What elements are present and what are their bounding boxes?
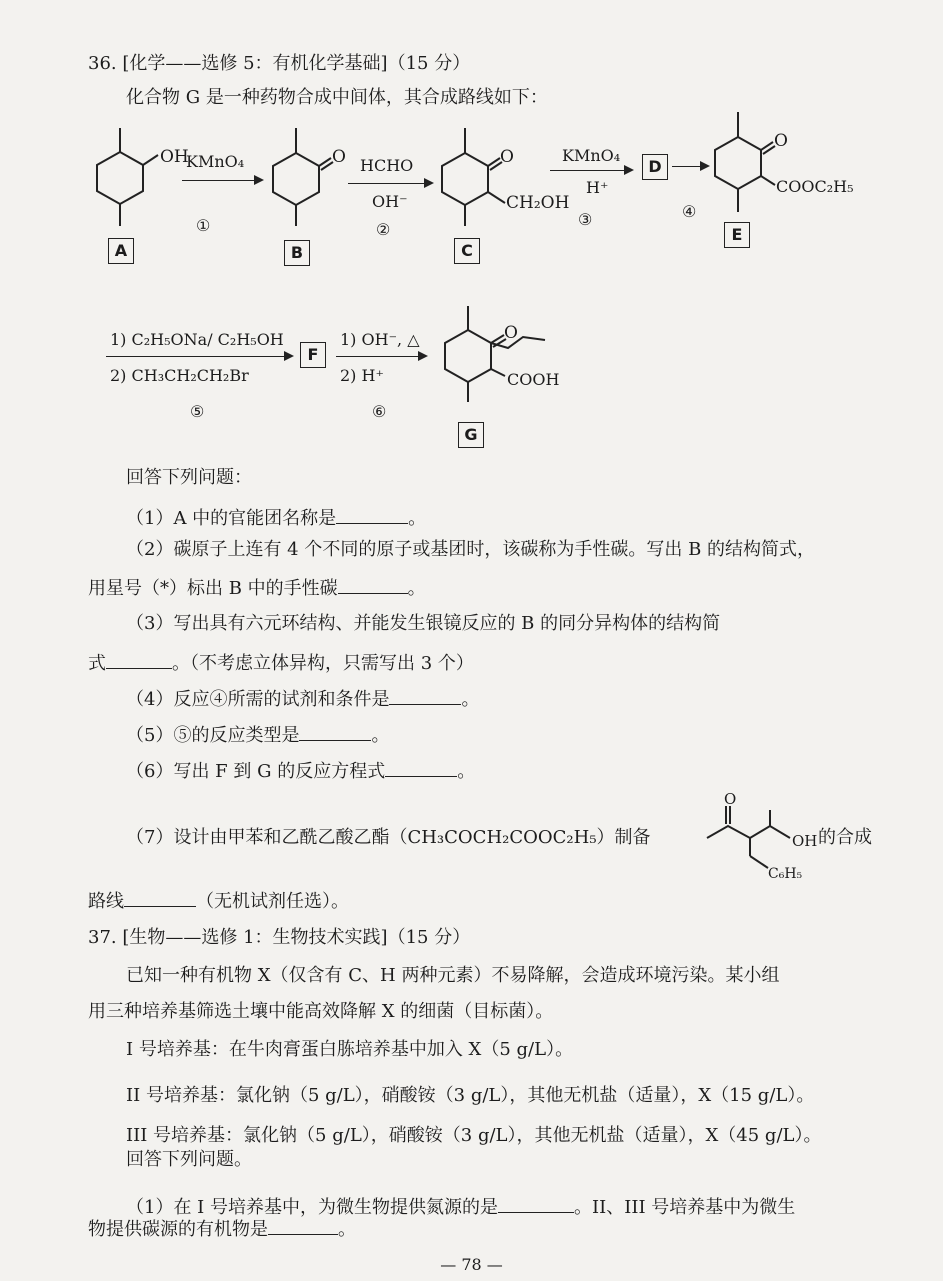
q37-header: 37. [生物——选修 1：生物技术实践]（15 分） [88,927,471,948]
answer-blank-7[interactable] [124,888,196,907]
q36-part7-line1: （7）设计由甲苯和乙酰乙酸乙酯（CH₃COCH₂COOC₂H₅）制备 [126,827,651,848]
g-o-text: O [504,323,518,343]
q36-intro: 化合物 G 是一种药物合成中间体，其合成路线如下： [126,87,548,108]
step3-number: ③ [578,210,593,229]
step6-line1: 1) OH⁻, △ [340,330,420,349]
q37-medium2: II 号培养基：氯化钠（5 g/L），硝酸铵（3 g/L），其他无机盐（适量），X（15 g/L）。 [126,1085,815,1106]
q36-part7-tail: 的合成 [818,827,872,848]
step1-number: ① [196,216,211,235]
step2-number: ② [376,220,391,239]
step6-line2: 2) H⁺ [340,366,384,385]
q36-part3-line1: （3）写出具有六元环结构、并能发生银镜反应的 B 的同分异构体的结构简 [126,613,721,634]
step3-arrow [550,170,632,171]
step4-number: ④ [682,202,697,221]
step3-reagent: KMnO₄ [562,146,621,165]
step3-condition: H⁺ [586,178,609,197]
step2-arrow [348,183,432,184]
answer-blank-3[interactable] [106,650,172,669]
answer-blank-6[interactable] [385,758,457,777]
q36-part3-line2: 式 。（不考虑立体异构，只需写出 3 个） [88,650,474,676]
step5-line2: 2) CH₃CH₂CH₂Br [110,366,249,385]
step5-arrow [106,356,292,357]
step2-condition: OH⁻ [372,192,408,211]
label-e: E [724,222,750,248]
q36-part7-line2: 路线 （无机试剂任选）。 [88,888,349,914]
q37-medium3: III 号培养基：氯化钠（5 g/L），硝酸铵（3 g/L），其他无机盐（适量），X（45 g/L）。 [126,1125,822,1146]
q36-part4: （4）反应④所需的试剂和条件是 。 [126,686,479,712]
step2-reagent: HCHO [360,156,414,175]
q37-prompt: 回答下列问题。 [126,1149,252,1170]
page-number: — 78 — [440,1255,503,1274]
label-b: B [284,240,310,266]
step6-number: ⑥ [372,402,387,421]
step4-arrow [672,166,708,167]
label-d: D [642,154,668,180]
q36-part5: （5）⑤的反应类型是 。 [126,722,389,748]
answer-blank-4[interactable] [389,686,461,705]
q36-prompt: 回答下列问题： [126,467,252,488]
g-cooh-text: COOH [507,370,560,389]
q37-part1-line2: 物提供碳源的有机物是 。 [88,1216,356,1242]
q37-line2: 用三种培养基筛选土壤中能高效降解 X 的细菌（目标菌）。 [88,1001,554,1022]
answer-blank-2[interactable] [338,575,408,594]
step1-arrow [182,180,262,181]
b-o-text: O [332,147,346,167]
q36-part1: （1）A 中的官能团名称是 。 [126,505,426,531]
c-ch2oh-text: CH₂OH [506,193,570,213]
label-a: A [108,238,134,264]
answer-blank-8[interactable] [498,1194,574,1213]
step5-line1: 1) C₂H₅ONa/ C₂H₅OH [110,330,284,349]
q7-o-text: O [724,790,737,808]
q37-medium1: I 号培养基：在牛肉膏蛋白胨培养基中加入 X（5 g/L）。 [126,1039,574,1060]
label-g: G [458,422,484,448]
e-cooc2h5-text: COOC₂H₅ [776,177,854,196]
label-f: F [300,342,326,368]
q7-oh-text: OH [792,832,818,850]
q37-line1: 已知一种有机物 X（仅含有 C、H 两种元素）不易降解，会造成环境污染。某小组 [126,965,780,986]
step5-number: ⑤ [190,402,205,421]
q36-part2-line1: （2）碳原子上连有 4 个不同的原子或基团时，该碳称为手性碳。写出 B 的结构简式， [126,539,816,560]
answer-blank-5[interactable] [299,722,371,741]
q36-header: 36. [化学——选修 5：有机化学基础]（15 分） [88,53,471,74]
q7-c6h5-text: C₆H₅ [768,866,803,882]
step1-reagent: KMnO₄ [186,152,245,171]
answer-blank-9[interactable] [268,1216,338,1235]
step6-arrow [336,356,426,357]
e-o-text: O [774,131,788,151]
c-o-text: O [500,147,514,167]
q37-part1-line1: （1）在 I 号培养基中，为微生物提供氮源的是 。II、III 号培养基中为微生 [126,1194,795,1220]
q36-part6: （6）写出 F 到 G 的反应方程式 。 [126,758,475,784]
q36-part2-line2: 用星号（*）标出 B 中的手性碳 。 [88,575,426,601]
answer-blank-1[interactable] [336,505,408,524]
a-oh-text: OH [160,147,189,167]
label-c: C [454,238,480,264]
